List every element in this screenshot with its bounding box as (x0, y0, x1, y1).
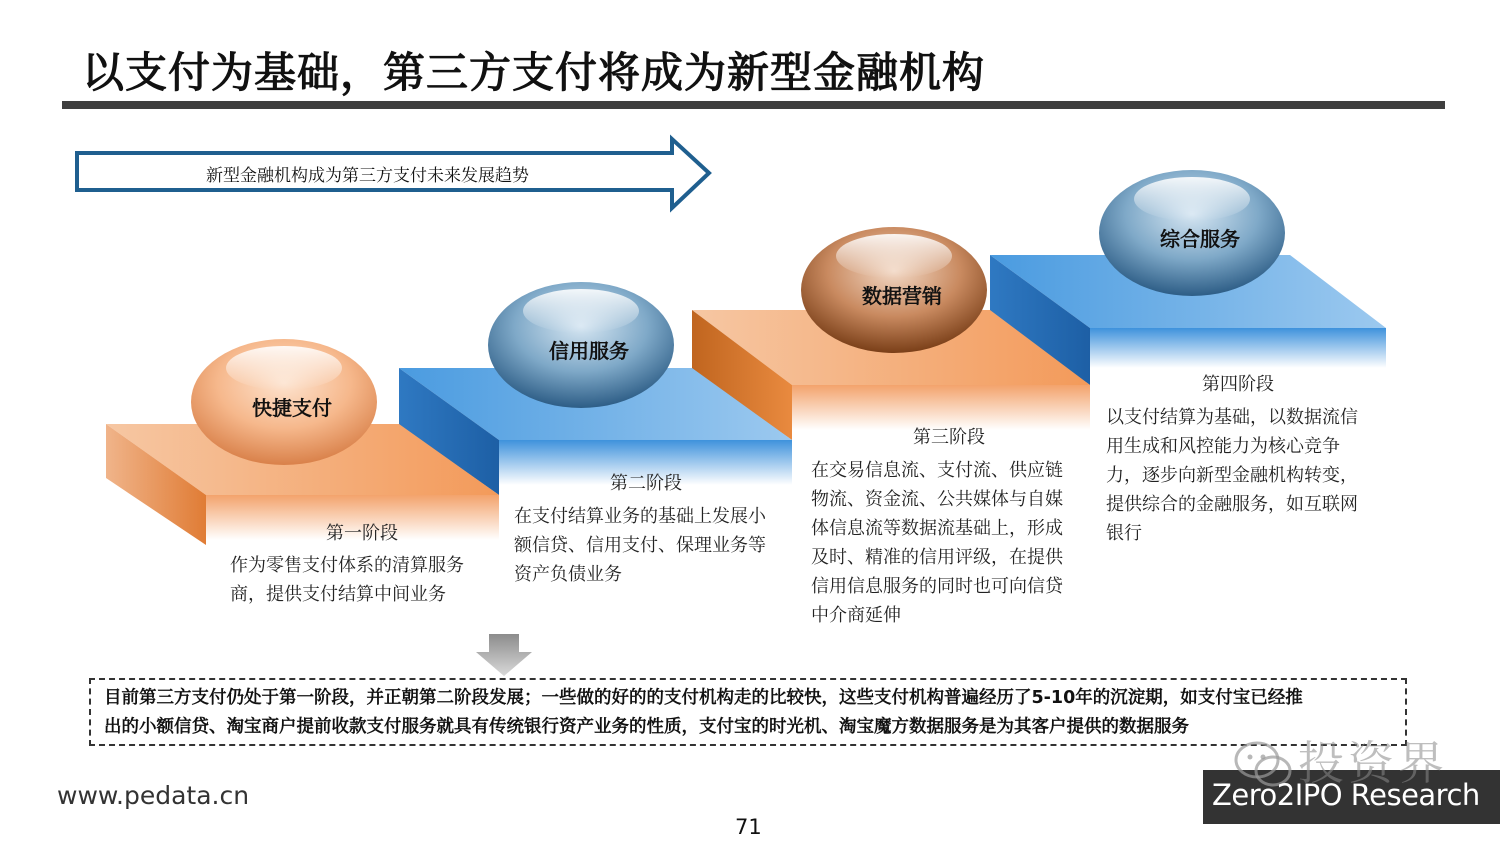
ball-label-3: 数据营销 (862, 284, 942, 308)
stage-desc-line: 在支付结算业务的基础上发展小 (514, 506, 766, 527)
watermark-cn: 投资界 (1298, 736, 1448, 790)
trend-arrow-label: 新型金融机构成为第三方支付未来发展趋势 (206, 166, 529, 186)
stage-desc-line: 信用信息服务的同时也可向信贷 (811, 576, 1063, 597)
stage-title-1: 第一阶段 (326, 523, 398, 544)
note-text (104, 684, 1394, 742)
stage-title-4: 第四阶段 (1202, 374, 1274, 395)
stage-desc-3 (811, 456, 1063, 630)
stage-desc-line: 中介商延伸 (811, 605, 901, 626)
ball-label-1: 快捷支付 (252, 396, 332, 420)
stage-desc-line: 商，提供支付结算中间业务 (230, 584, 446, 605)
stage-desc-line: 用生成和风控能力为核心竞争 (1106, 436, 1340, 457)
stage-desc-line: 物流、资金流、公共媒体与自媒 (811, 489, 1063, 510)
watermark-en: Zero2IPO Research (1212, 778, 1480, 812)
stage-title-3: 第三阶段 (913, 427, 985, 448)
stage-title-2: 第二阶段 (610, 473, 682, 494)
stage-desc-line: 作为零售支付体系的清算服务 (230, 555, 464, 576)
stage-desc-line: 在交易信息流、支付流、供应链 (811, 460, 1063, 481)
stage-desc-line: 力，逐步向新型金融机构转变， (1106, 465, 1358, 486)
stage-desc-line: 以支付结算为基础，以数据流信 (1106, 407, 1358, 428)
stage-desc-line: 及时、精准的信用评级，在提供 (811, 547, 1063, 568)
note-line: 目前第三方支付仍处于第一阶段，并正朝第二阶段发展；一些做的好的的支付机构走的比较快，这些支付机构普遍经历了5-10年的沉淀期，如支付宝已经推 (104, 688, 1303, 708)
stage-desc-4 (1106, 403, 1358, 548)
stage-desc-line: 提供综合的金融服务，如互联网 (1106, 494, 1358, 515)
stage-desc-line: 体信息流等数据流基础上，形成 (811, 518, 1063, 539)
stage-desc-line: 额信贷、信用支付、保理业务等 (514, 535, 766, 556)
ball-label-2: 信用服务 (549, 339, 629, 363)
stage-desc-2 (514, 502, 766, 589)
stage-desc-line: 资产负债业务 (514, 564, 622, 585)
stage-desc-1 (230, 551, 464, 609)
page-number: 71 (735, 815, 762, 839)
stage-desc-line: 银行 (1106, 523, 1142, 544)
down-arrow-icon (476, 634, 532, 676)
page-title: 以支付为基础，第三方支付将成为新型金融机构 (82, 48, 986, 97)
ball-label-4: 综合服务 (1160, 227, 1240, 251)
note-line: 出的小额信贷、淘宝商户提前收款支付服务就具有传统银行资产业务的性质，支付宝的时光机、淘宝魔方数据服务是为其客户提供的数据服务 (104, 717, 1189, 737)
website-url: www.pedata.cn (57, 781, 250, 810)
